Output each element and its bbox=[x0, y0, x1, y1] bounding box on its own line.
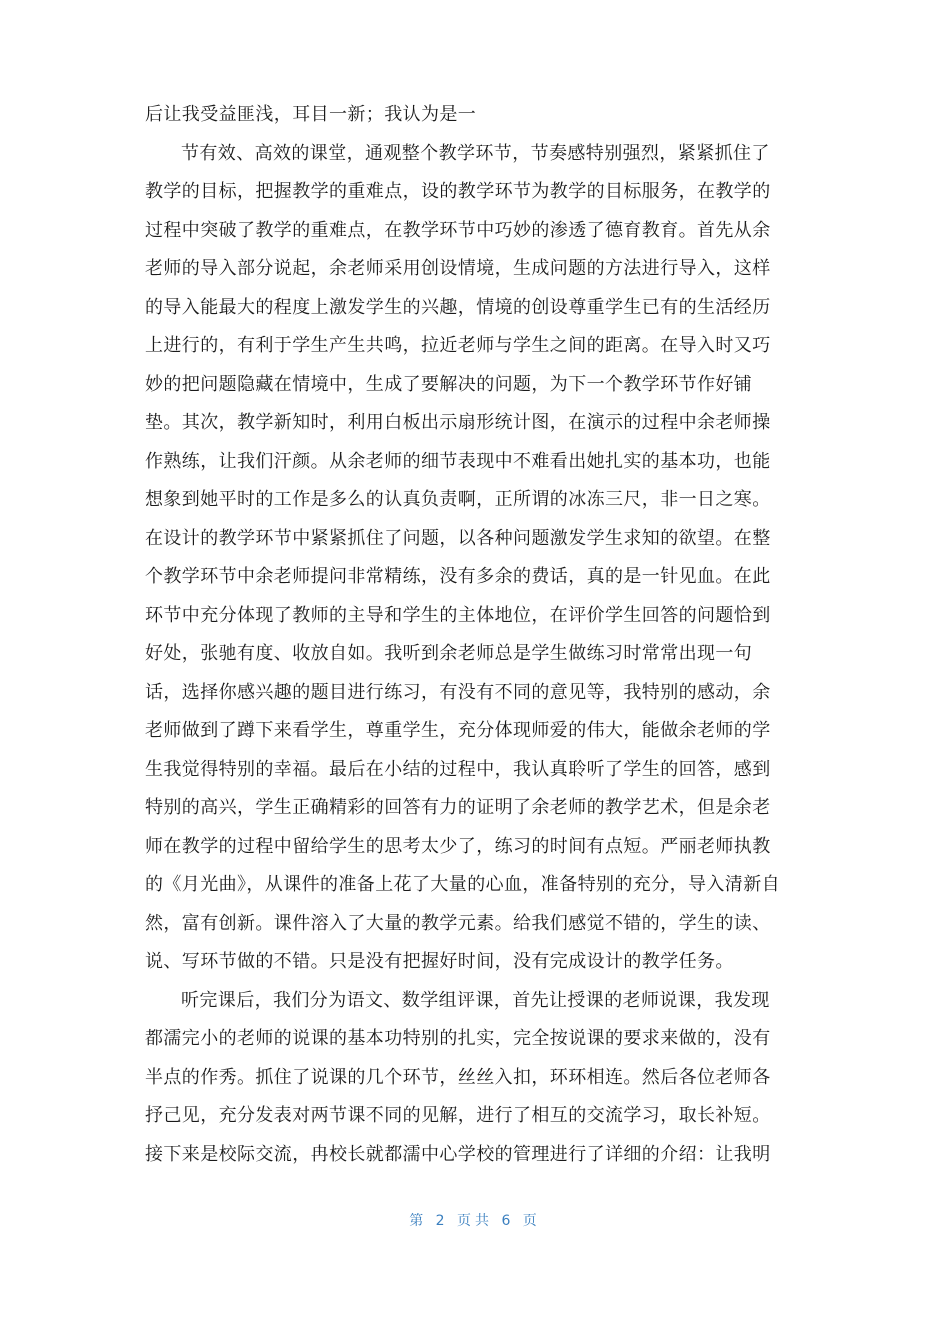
text-line: 节有效、高效的课堂，通观整个教学环节，节奏感特别强烈，紧紧抓住了 bbox=[181, 142, 770, 164]
text-line: 过程中突破了教学的重难点，在教学环节中巧妙的渗透了德育教育。首先从余 bbox=[145, 219, 771, 241]
text-line: 妙的把问题隐藏在情境中，生成了要解决的问题，为下一个教学环节作好铺 bbox=[145, 373, 753, 395]
text-line: 半点的作秀。抓住了说课的几个环节，丝丝入扣，环环相连。然后各位老师各 bbox=[145, 1066, 771, 1088]
text-line: 听完课后，我们分为语文、数学组评课，首先让授课的老师说课，我发现 bbox=[181, 989, 770, 1011]
text-line: 教学的目标，把握教学的重难点，设的教学环节为教学的目标服务，在教学的 bbox=[145, 181, 771, 202]
text-line: 在设计的教学环节中紧紧抓住了问题，以各种问题激发学生求知的欲望。在整 bbox=[145, 527, 771, 549]
text-line: 然，富有创新。课件溶入了大量的教学元素。给我们感觉不错的，学生的读、 bbox=[145, 912, 771, 934]
text-line: 话，选择你感兴趣的题目进行练习，有没有不同的意见等，我特别的感动，余 bbox=[145, 681, 771, 703]
text-line: 特别的高兴，学生正确精彩的回答有力的证明了余老师的教学艺术，但是余老 bbox=[145, 797, 771, 818]
text-line: 作熟练，让我们汗颜。从余老师的细节表现中不难看出她扎实的基本功，也能 bbox=[145, 450, 771, 472]
text-line: 想象到她平时的工作是多么的认真负责啊，正所谓的冰冻三尺，非一日之寒。 bbox=[145, 489, 771, 510]
text-line: 的导入能最大的程度上激发学生的兴趣，情境的创设尊重学生已有的生活经历 bbox=[145, 296, 771, 318]
text-line: 接下来是校际交流，冉校长就都濡中心学校的管理进行了详细的介绍：让我明 bbox=[145, 1143, 771, 1165]
text-line: 垫。其次，教学新知时，利用白板出示扇形统计图，在演示的过程中余老师操 bbox=[145, 412, 771, 433]
document-body bbox=[145, 96, 807, 1174]
text-line: 后让我受益匪浅，耳目一新；我认为是一 bbox=[145, 104, 477, 125]
text-line: 抒己见，充分发表对两节课不同的见解，进行了相互的交流学习，取长补短。 bbox=[145, 1105, 771, 1126]
text-line: 老师的导入部分说起，余老师采用创设情境，生成问题的方法进行导入，这样 bbox=[145, 258, 771, 279]
text-line: 老师做到了蹲下来看学生，尊重学生，充分体现师爱的伟大，能做余老师的学 bbox=[145, 720, 771, 741]
text-line: 的《月光曲》，从课件的准备上花了大量的心血，准备特别的充分，导入清新自 bbox=[145, 874, 780, 895]
text-line: 生我觉得特别的幸福。最后在小结的过程中，我认真聆听了学生的回答，感到 bbox=[145, 758, 771, 780]
page-number-footer: 第 2 页共 6 页 bbox=[409, 1213, 541, 1229]
text-line: 上进行的，有利于学生产生共鸣，拉近老师与学生之间的距离。在导入时又巧 bbox=[145, 335, 771, 356]
text-line: 个教学环节中余老师提问非常精练，没有多余的费话，真的是一针见血。在此 bbox=[145, 566, 771, 587]
text-line: 都濡完小的老师的说课的基本功特别的扎实，完全按说课的要求来做的，没有 bbox=[145, 1028, 771, 1049]
text-line: 说、写环节做的不错。只是没有把握好时间，没有完成设计的教学任务。 bbox=[145, 951, 734, 972]
text-line: 师在教学的过程中留给学生的思考太少了，练习的时间有点短。严丽老师执教 bbox=[145, 835, 771, 857]
text-line: 环节中充分体现了教师的主导和学生的主体地位，在评价学生回答的问题恰到 bbox=[145, 604, 771, 626]
text-line: 好处，张驰有度、收放自如。我听到余老师总是学生做练习时常常出现一句 bbox=[145, 643, 753, 664]
